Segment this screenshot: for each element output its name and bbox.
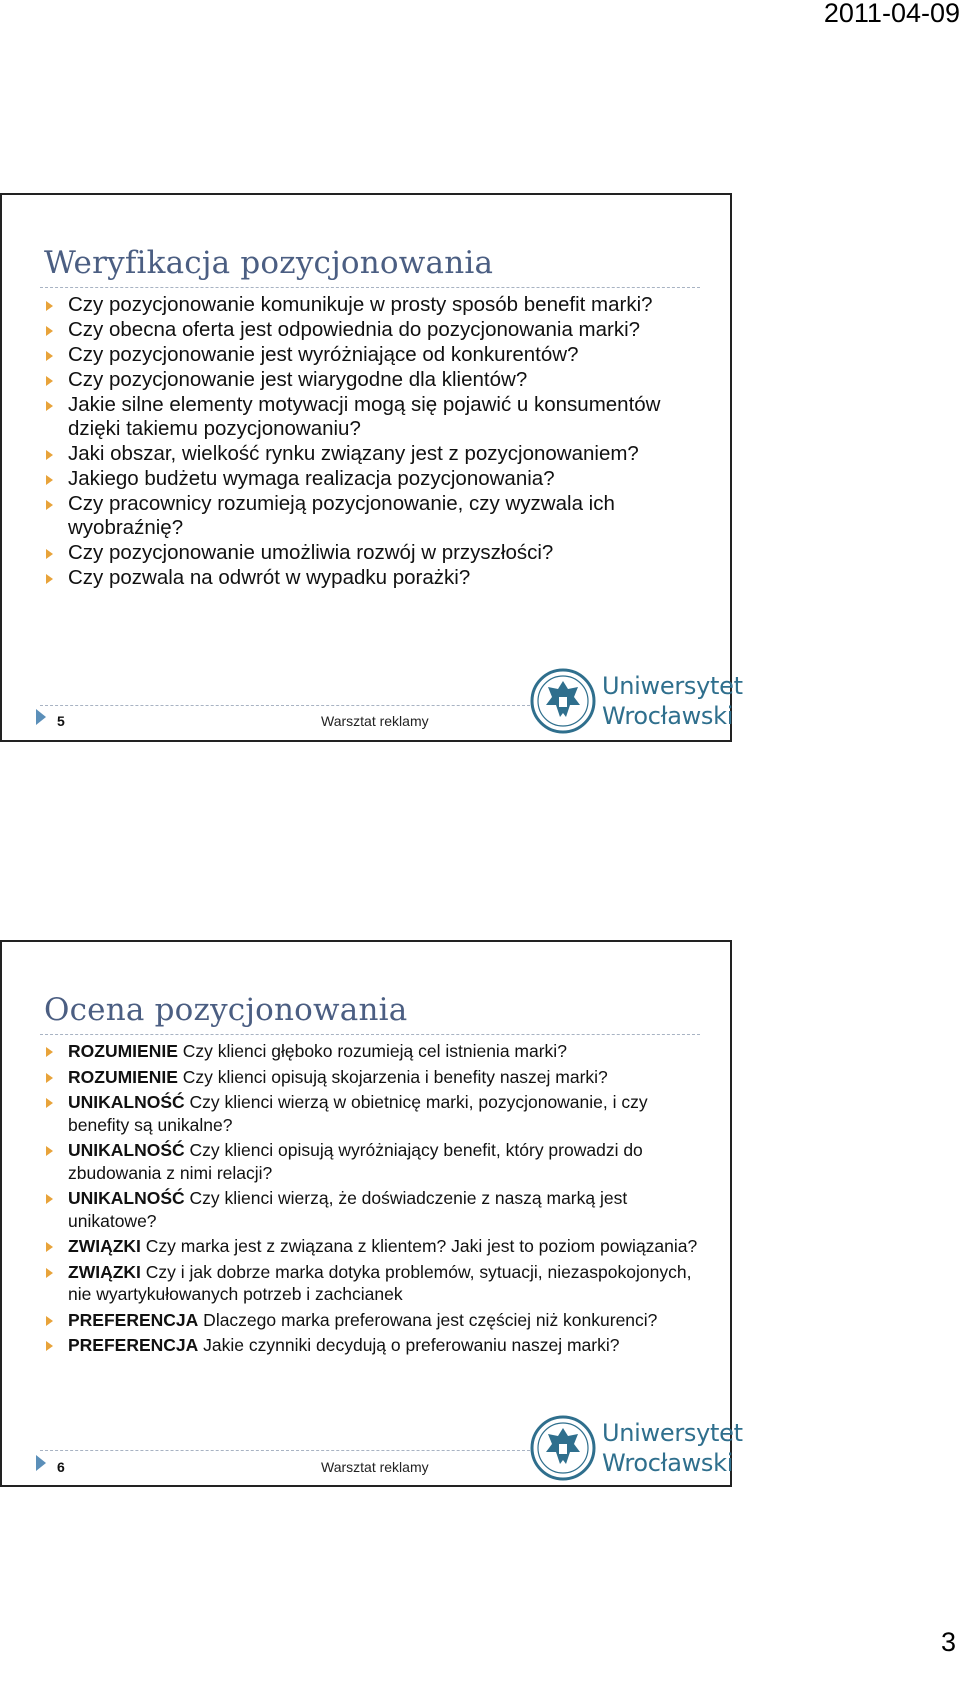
slide-number: 5 — [57, 713, 65, 729]
title-divider — [40, 1034, 700, 1035]
footer-text: Warsztat reklamy — [321, 1459, 429, 1475]
bullet-arrow-icon — [46, 1073, 53, 1083]
bullet-arrow-icon — [46, 1146, 53, 1156]
footer-arrow-icon — [36, 709, 46, 725]
list-item: PREFERENCJA Dlaczego marka preferowana jest częściej niż konkurenci? — [42, 1309, 700, 1332]
bullet-list — [42, 1040, 700, 1360]
university-logo — [530, 667, 743, 739]
footer-text: Warsztat reklamy — [321, 713, 429, 729]
slide-ocena — [0, 940, 743, 1487]
bullet-list — [42, 293, 700, 591]
list-item: UNIKALNOŚĆ Czy klienci opisują wyróżniający benefit, który prowadzi do zbudowania z nimi relacji? — [42, 1139, 700, 1184]
list-item: UNIKALNOŚĆ Czy klienci wierzą, że doświadczenie z naszą marką jest unikatowe? — [42, 1187, 700, 1232]
bullet-arrow-icon — [46, 1047, 53, 1057]
eagle-crest-icon — [530, 1414, 596, 1482]
list-item: UNIKALNOŚĆ Czy klienci wierzą w obietnicę marki, pozycjonowanie, i czy benefity są unikalne? — [42, 1091, 700, 1136]
bullet-arrow-icon — [46, 450, 53, 460]
logo-line-2: Wrocławski — [602, 1449, 734, 1477]
footer-arrow-icon — [36, 1455, 46, 1471]
list-item: Czy pozycjonowanie jest wiarygodne dla klientów? — [42, 368, 700, 392]
bullet-arrow-icon — [46, 1341, 53, 1351]
bullet-arrow-icon — [46, 401, 53, 411]
bullet-arrow-icon — [46, 574, 53, 584]
bullet-arrow-icon — [46, 301, 53, 311]
list-item: ROZUMIENIE Czy klienci głęboko rozumieją cel istnienia marki? — [42, 1040, 700, 1063]
title-divider — [40, 287, 700, 288]
list-item: ROZUMIENIE Czy klienci opisują skojarzenia i benefity naszej marki? — [42, 1066, 700, 1089]
list-item: Jaki obszar, wielkość rynku związany jest z pozycjonowaniem? — [42, 442, 700, 466]
page-number: 3 — [940, 1627, 956, 1657]
list-item: Czy pracownicy rozumieją pozycjonowanie, czy wyzwala ich wyobraźnię? — [42, 492, 700, 540]
logo-line-2: Wrocławski — [602, 702, 734, 730]
list-item: PREFERENCJA Jakie czynniki decydują o preferowaniu naszej marki? — [42, 1334, 700, 1357]
bullet-arrow-icon — [46, 1194, 53, 1204]
slide-title: Weryfikacja pozycjonowania — [44, 245, 494, 281]
bullet-arrow-icon — [46, 1242, 53, 1252]
logo-line-1: Uniwersytet — [602, 1419, 743, 1447]
bullet-arrow-icon — [46, 549, 53, 559]
slide-weryfikacja — [0, 193, 743, 742]
list-item: ZWIĄZKI Czy marka jest z związana z klientem? Jaki jest to poziom powiązania? — [42, 1235, 700, 1258]
logo-line-1: Uniwersytet — [602, 672, 743, 700]
list-item: Czy pozycjonowanie jest wyróżniające od konkurentów? — [42, 343, 700, 367]
list-item: ZWIĄZKI Czy i jak dobrze marka dotyka problemów, sytuacji, niezaspokojonych, nie wyartykułowanych potrzeb i zachcianek — [42, 1261, 700, 1306]
bullet-arrow-icon — [46, 351, 53, 361]
list-item: Jakiego budżetu wymaga realizacja pozycjonowania? — [42, 467, 700, 491]
page-date: 2011-04-09 — [823, 0, 960, 28]
footer-divider — [40, 1450, 530, 1451]
university-logo — [530, 1414, 743, 1486]
list-item: Czy obecna oferta jest odpowiednia do pozycjonowania marki? — [42, 318, 700, 342]
bullet-arrow-icon — [46, 1268, 53, 1278]
list-item: Czy pozycjonowanie komunikuje w prosty sposób benefit marki? — [42, 293, 700, 317]
list-item: Czy pozwala na odwrót w wypadku porażki? — [42, 566, 700, 590]
bullet-arrow-icon — [46, 1098, 53, 1108]
list-item: Czy pozycjonowanie umożliwia rozwój w przyszłości? — [42, 541, 700, 565]
bullet-arrow-icon — [46, 475, 53, 485]
bullet-arrow-icon — [46, 500, 53, 510]
footer-divider — [40, 705, 530, 706]
bullet-arrow-icon — [46, 326, 53, 336]
bullet-arrow-icon — [46, 1316, 53, 1326]
bullet-arrow-icon — [46, 376, 53, 386]
eagle-crest-icon — [530, 667, 596, 735]
slide-number: 6 — [57, 1459, 65, 1475]
slide-title: Ocena pozycjonowania — [44, 992, 408, 1028]
list-item: Jakie silne elementy motywacji mogą się pojawić u konsumentów dzięki takiemu pozycjonowaniu? — [42, 393, 700, 441]
